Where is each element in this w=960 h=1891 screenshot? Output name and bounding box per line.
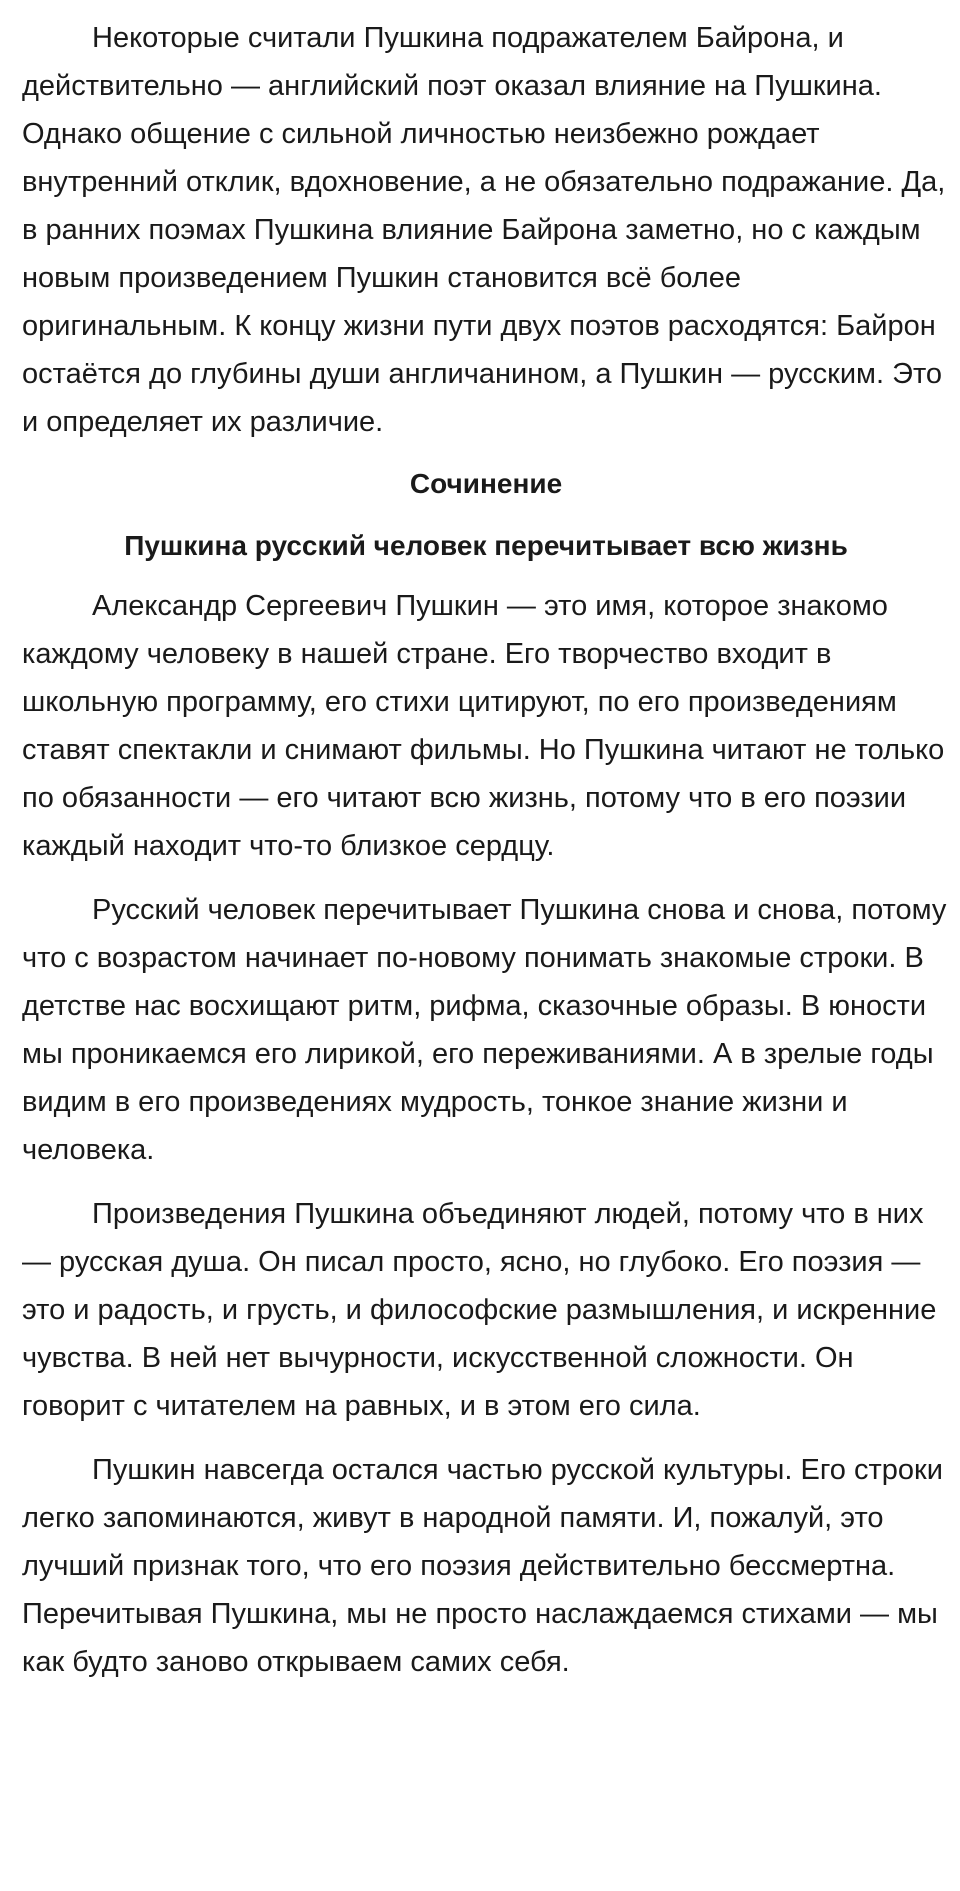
essay-paragraph: Пушкин навсегда остался частью русской культуры. Его строки легко запоминаются, живут в народной памяти. И, пожалуй, это лучший признак того, что его поэзия действительно бессмертна. Перечитывая Пушкина, мы не просто наслаждаемся стихами — мы как будто заново открываем самих себя. [22, 1454, 943, 1678]
essay-title: Пушкина русский человек перечитывает всю жизнь [124, 530, 848, 561]
section-label: Сочинение [409, 468, 563, 499]
document-page [22, 14, 950, 1686]
essay-paragraph: Произведения Пушкина объединяют людей, потому что в них — русская душа. Он писал просто, ясно, но глубоко. Его поэзия — это и радость, и грусть, и философские размышления, и искренние чувства. В ней нет вычурности, искусственной сложности. Он говорит с читателем на равных, и в этом его сила. [22, 1198, 937, 1422]
essay-paragraph: Александр Сергеевич Пушкин — это имя, которое знакомо каждому человеку в нашей стране. Его творчество входит в школьную программу, его стихи цитируют, по его произведениям ставят спектакли и снимают фильмы. Но Пушкина читают не только по обязанности — его читают всю жизнь, потому что в его поэзии каждый находит что-то близкое сердцу. [22, 590, 945, 862]
intro-paragraph: Некоторые считали Пушкина подражателем Байрона, и действительно — английский поэт оказал влияние на Пушкина. Однако общение с сильной личностью неизбежно рождает внутренний отклик, вдохновение, а не обязательно подражание. Да, в ранних поэмах Пушкина влияние Байрона заметно, но с каждым новым произведением Пушкин становится всё более оригинальным. К концу жизни пути двух поэтов расходятся: Байрон остаётся до глубины души англичанином, а Пушкин — русским. Это и определяет их различие. [22, 22, 946, 438]
essay-paragraph: Русский человек перечитывает Пушкина снова и снова, потому что с возрастом начинает по-новому понимать знакомые строки. В детстве нас восхищают ритм, рифма, сказочные образы. В юности мы проникаемся его лирикой, его переживаниями. А в зрелые годы видим в его произведениях мудрость, тонкое знание жизни и человека. [22, 894, 947, 1166]
